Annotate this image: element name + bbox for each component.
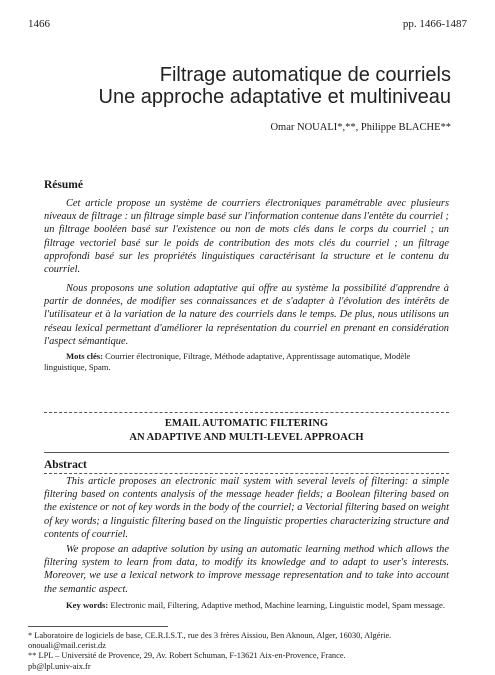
author-list: Omar NOUALI*,**, Philippe BLACHE** [270,122,451,133]
paper-title-line-2: Une approche adaptative et multiniveau [98,86,451,108]
page-number: 1466 [28,18,50,30]
abstract-paragraph-2: We propose an adaptive solution by using an automatic learning method which allows the filtering system to learn from data, to modify its knowledge and to adapt to user's interests. Moreover, we use a lexical network to improve message representation and to take into account the semantic aspect. [44,544,449,595]
section-divider-top [44,412,449,413]
abstract-paragraph-1: This article proposes an electronic mail system with several levels of filtering: a simple filtering based on contents analysis of the message header fields; a Boolean filtering based on the existence or not of key words in the body of the courriel; a Vectorial filtering based on weight of key words; a linguistic filtering based on the linguistic properties characterizing structure and contents of courriel. [44,476,449,540]
english-title-line-2: AN ADAPTIVE AND MULTI-LEVEL APPROACH [129,432,364,443]
resume-heading: Résumé [44,179,83,191]
resume-paragraph-2: Nous proposons une solution adaptative qui offre au système la possibilité d'apprendre à partir de données, de modifier ses connaissances et de s'adapter à l'évolution des intérêts de l'utilisateur et à la variation de la nature des courriels dans le temps. De plus, nous utilisons un réseau lexical permettant d'améliorer la représentation du courriel en prenant en considération l'aspect sémantique. [44,283,449,347]
footnote-affiliation-1: * Laboratoire de logiciels de base, CE.R.I.S.T., rue des 3 frères Aissiou, Ben Aknoun, Alger, 16030, Algérie. [28,631,392,640]
resume-paragraph-1: Cet article propose un système de courriers électroniques paramétrable avec plusieurs niveaux de filtrage : un filtrage simple basé sur l'information contenue dans l'entête du courriel ; un filtrage booléen basé sur l'existence ou non de mots clés dans le corps du courriel ; un filtrage vectoriel basé sur le poids de contribution des mots clés du courriel ; un filtrage approfondi basé sur les propriétés linguistiques caractérisant la structure et le contenu du courriel. [44,198,449,276]
section-divider-bottom [44,452,449,453]
resume-keywords-label: Mots clés: [66,351,103,361]
footnote-rule [28,626,168,627]
footnote-email-2: pb@lpl.univ-aix.fr [28,661,91,671]
abstract-heading: Abstract [44,459,87,471]
resume-keywords-text: Courrier électronique, Filtrage, Méthode adaptative, Apprentissage automatique, Modèle linguistique, Spam. [44,351,411,372]
footnote-affiliation-2: ** LPL – Université de Provence, 29, Av. Robert Schuman, F-13621 Aix-en-Provence, France. [28,651,346,661]
paper-title-line-1: Filtrage automatique de courriels [159,64,451,86]
abstract-divider [44,473,449,474]
english-title-line-1: EMAIL AUTOMATIC FILTERING [164,418,329,429]
footnotes [28,631,468,672]
abstract-keywords [44,600,449,611]
footnote-email-1: onouali@mail.cerist.dz [28,641,106,651]
resume-keywords [44,351,449,373]
page-range: pp. 1466-1487 [402,18,467,30]
abstract-keywords-text: Electronic mail, Filtering, Adaptive method, Machine learning, Linguistic model, Spam message. [110,600,446,610]
abstract-keywords-label: Key words: [66,600,109,610]
